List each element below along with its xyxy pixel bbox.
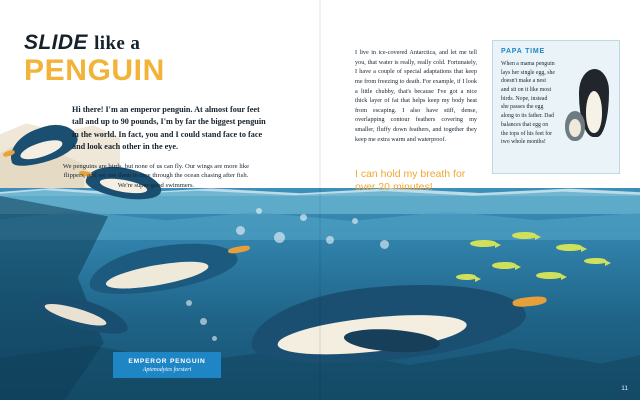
page-number: 11 [621, 385, 628, 392]
fish [470, 240, 496, 247]
page-gutter [319, 0, 321, 400]
fish [536, 272, 562, 279]
pull-quote: I can hold my breath for over 20 minutes! [355, 168, 466, 194]
bubble [186, 300, 192, 306]
bubble [380, 240, 389, 249]
page-title [24, 32, 234, 86]
caption-scientific-name: Aptenodytes forsteri [142, 367, 192, 373]
species-caption-badge [113, 352, 221, 378]
bubble [200, 318, 207, 325]
fish [512, 232, 536, 239]
caption-common-name: EMPEROR PENGUIN [128, 358, 206, 365]
sidebar-panel-papa-time [492, 40, 620, 174]
penguin-chick-icon [565, 111, 585, 141]
panel-title: PAPA TIME [501, 48, 546, 55]
panel-text: When a mama penguin lays her single egg, she doesn't make a nest and sit on it like most birds. Nope, instead she passes the egg along to its father. Dad balances that egg on the tops of his feet for two whole months! [501, 61, 555, 146]
subtext-paragraph: We penguins are birds, but none of us can fly. Our wings are more like flippers, and we use them to race through the ocean chasing after fish. We're super-good swimmers. [62, 162, 250, 190]
intro-paragraph: Hi there! I'm an emperor penguin. At almost four feet tall and up to 90 pounds, I'm by far the biggest penguin in the world. In fact, you and I could stand face to face and look each other in the eye. [72, 105, 266, 152]
title-word-likea: like a [94, 33, 141, 54]
bubble [212, 336, 217, 341]
bubble [326, 236, 334, 244]
fish [584, 258, 606, 264]
fish [492, 262, 516, 269]
title-line-2: PENGUIN [24, 54, 165, 87]
body-column-right: I live in ice-covered Antarctica, and let me tell you, that water is really, really cold. Fortunately, I have a couple of special adaptations that keep me from freezing to death. For example, if I look a little chubby, that's because I've got a nice thick layer of fat that helps keep my body heat from escaping. I also have stiff, dense, overlapping contour feathers covering my smaller, fluffy down feathers, and together they keep me extra warm and waterproof. [355, 49, 477, 143]
bubble [274, 232, 285, 243]
bubble [300, 214, 307, 221]
fish [556, 244, 582, 251]
title-word-slide: SLIDE [24, 31, 88, 54]
bubble [236, 226, 245, 235]
title-line-1 [24, 32, 234, 53]
bubble [256, 208, 262, 214]
bubble [352, 218, 358, 224]
fish [456, 274, 476, 280]
